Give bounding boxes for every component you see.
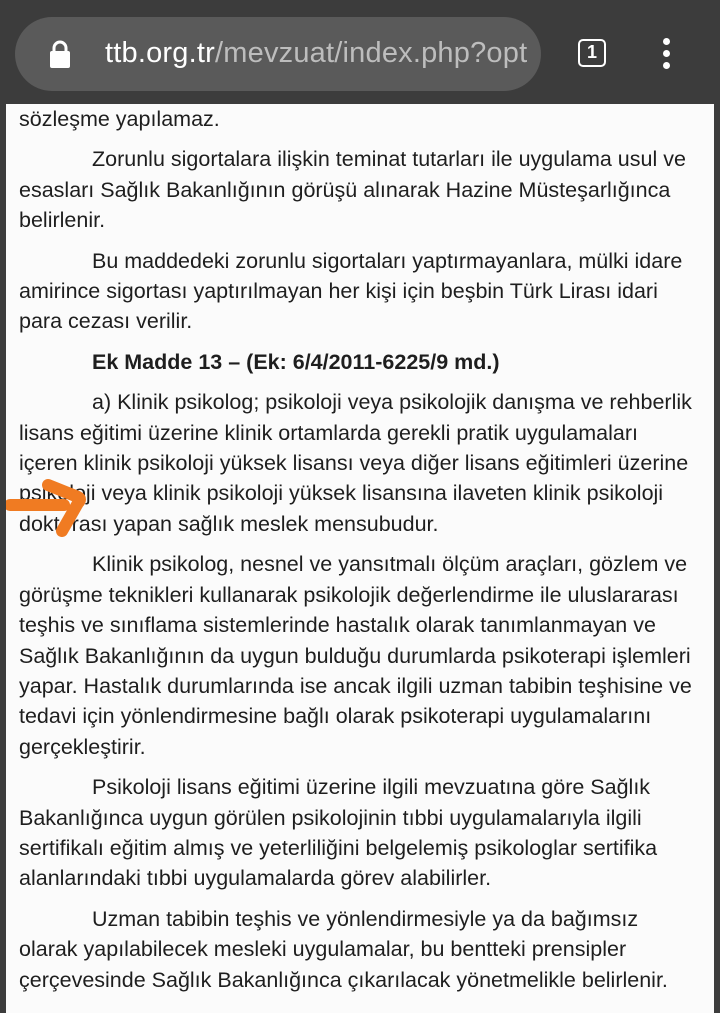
address-bar[interactable] [15, 17, 541, 91]
url-path: /mevzuat/index.php?opt [215, 37, 528, 69]
top-line: sözleşme yapılamaz. [19, 107, 220, 131]
paragraph-3: a) Klinik psikolog; psikoloji veya psikolojik danışma ve rehberlik lisans eğitimi üzerine klinik ortamlarda gerekli pratik uygulamaları içeren klinik psikoloji yüksek lisansı veya diğer lisans eğitimleri üzerine psikoloji veya klinik psikoloji yüksek lisansına ilaveten klinik psikoloji doktorası yapan sağlık meslek mensubudur. [19, 390, 692, 536]
url-text[interactable] [105, 35, 527, 71]
section-heading: Ek Madde 13 – (Ek: 6/4/2011-6225/9 md.) [92, 349, 500, 374]
arrow-annotation-icon [6, 475, 96, 537]
paragraph-2: Bu maddedeki zorunlu sigortaları yaptırmayanlara, mülki idare amirince sigortası yaptırılmayan her kişi için beşbin Türk Lirası idari para cezası verilir. [19, 248, 683, 334]
tab-count: 1 [586, 42, 597, 62]
paragraph-4: Klinik psikolog, nesnel ve yansıtmalı ölçüm araçları, gözlem ve görüşme teknikleri kullanarak psikolojik değerlendirme ile uluslararası teşhis ve sınıflama sistemlerinde hastalık olarak tanımlanmayan ve Sağlık Bakanlığının da uygun bulduğu durumlarda psikoterapi işlemleri yapar. Hastalık durumlarında ise ancak ilgili uzman tabibin teşhisine ve tedavi için yönlendirmesine bağlı olarak psikoterapi uygulamalarını gerçekleştirir. [19, 552, 692, 759]
tab-switcher-button[interactable] [578, 39, 606, 67]
page-content [6, 104, 714, 1013]
paragraph-1: Zorunlu sigortalara ilişkin teminat tutarları ile uygulama usul ve esasları Sağlık Bakanlığının görüşü alınarak Hazine Müsteşarlığınca belirlenir. [19, 147, 686, 233]
lock-icon[interactable] [49, 39, 71, 69]
overflow-menu-icon[interactable] [660, 38, 672, 72]
url-domain: ttb.org.tr [105, 37, 215, 69]
browser-toolbar [0, 0, 720, 104]
document-body [19, 104, 701, 995]
paragraph-6: Uzman tabibin teşhis ve yönlendirmesiyle ya da bağımsız olarak yapılabilecek mesleki uygulamalar, bu bentteki prensipler çerçevesinde Sağlık Bakanlığınca çıkarılacak yönetmelikle belirlenir. [19, 906, 668, 992]
paragraph-5: Psikoloji lisans eğitimi üzerine ilgili mevzuatına göre Sağlık Bakanlığınca uygun görülen psikolojinin tıbbi uygulamalarıyla ilgili sertifikalı eğitim almış ve yeterliliğini belgelemiş psikologlar sertifika alanlarındaki tıbbi uygulamalarda görev alabilirler. [19, 775, 658, 891]
